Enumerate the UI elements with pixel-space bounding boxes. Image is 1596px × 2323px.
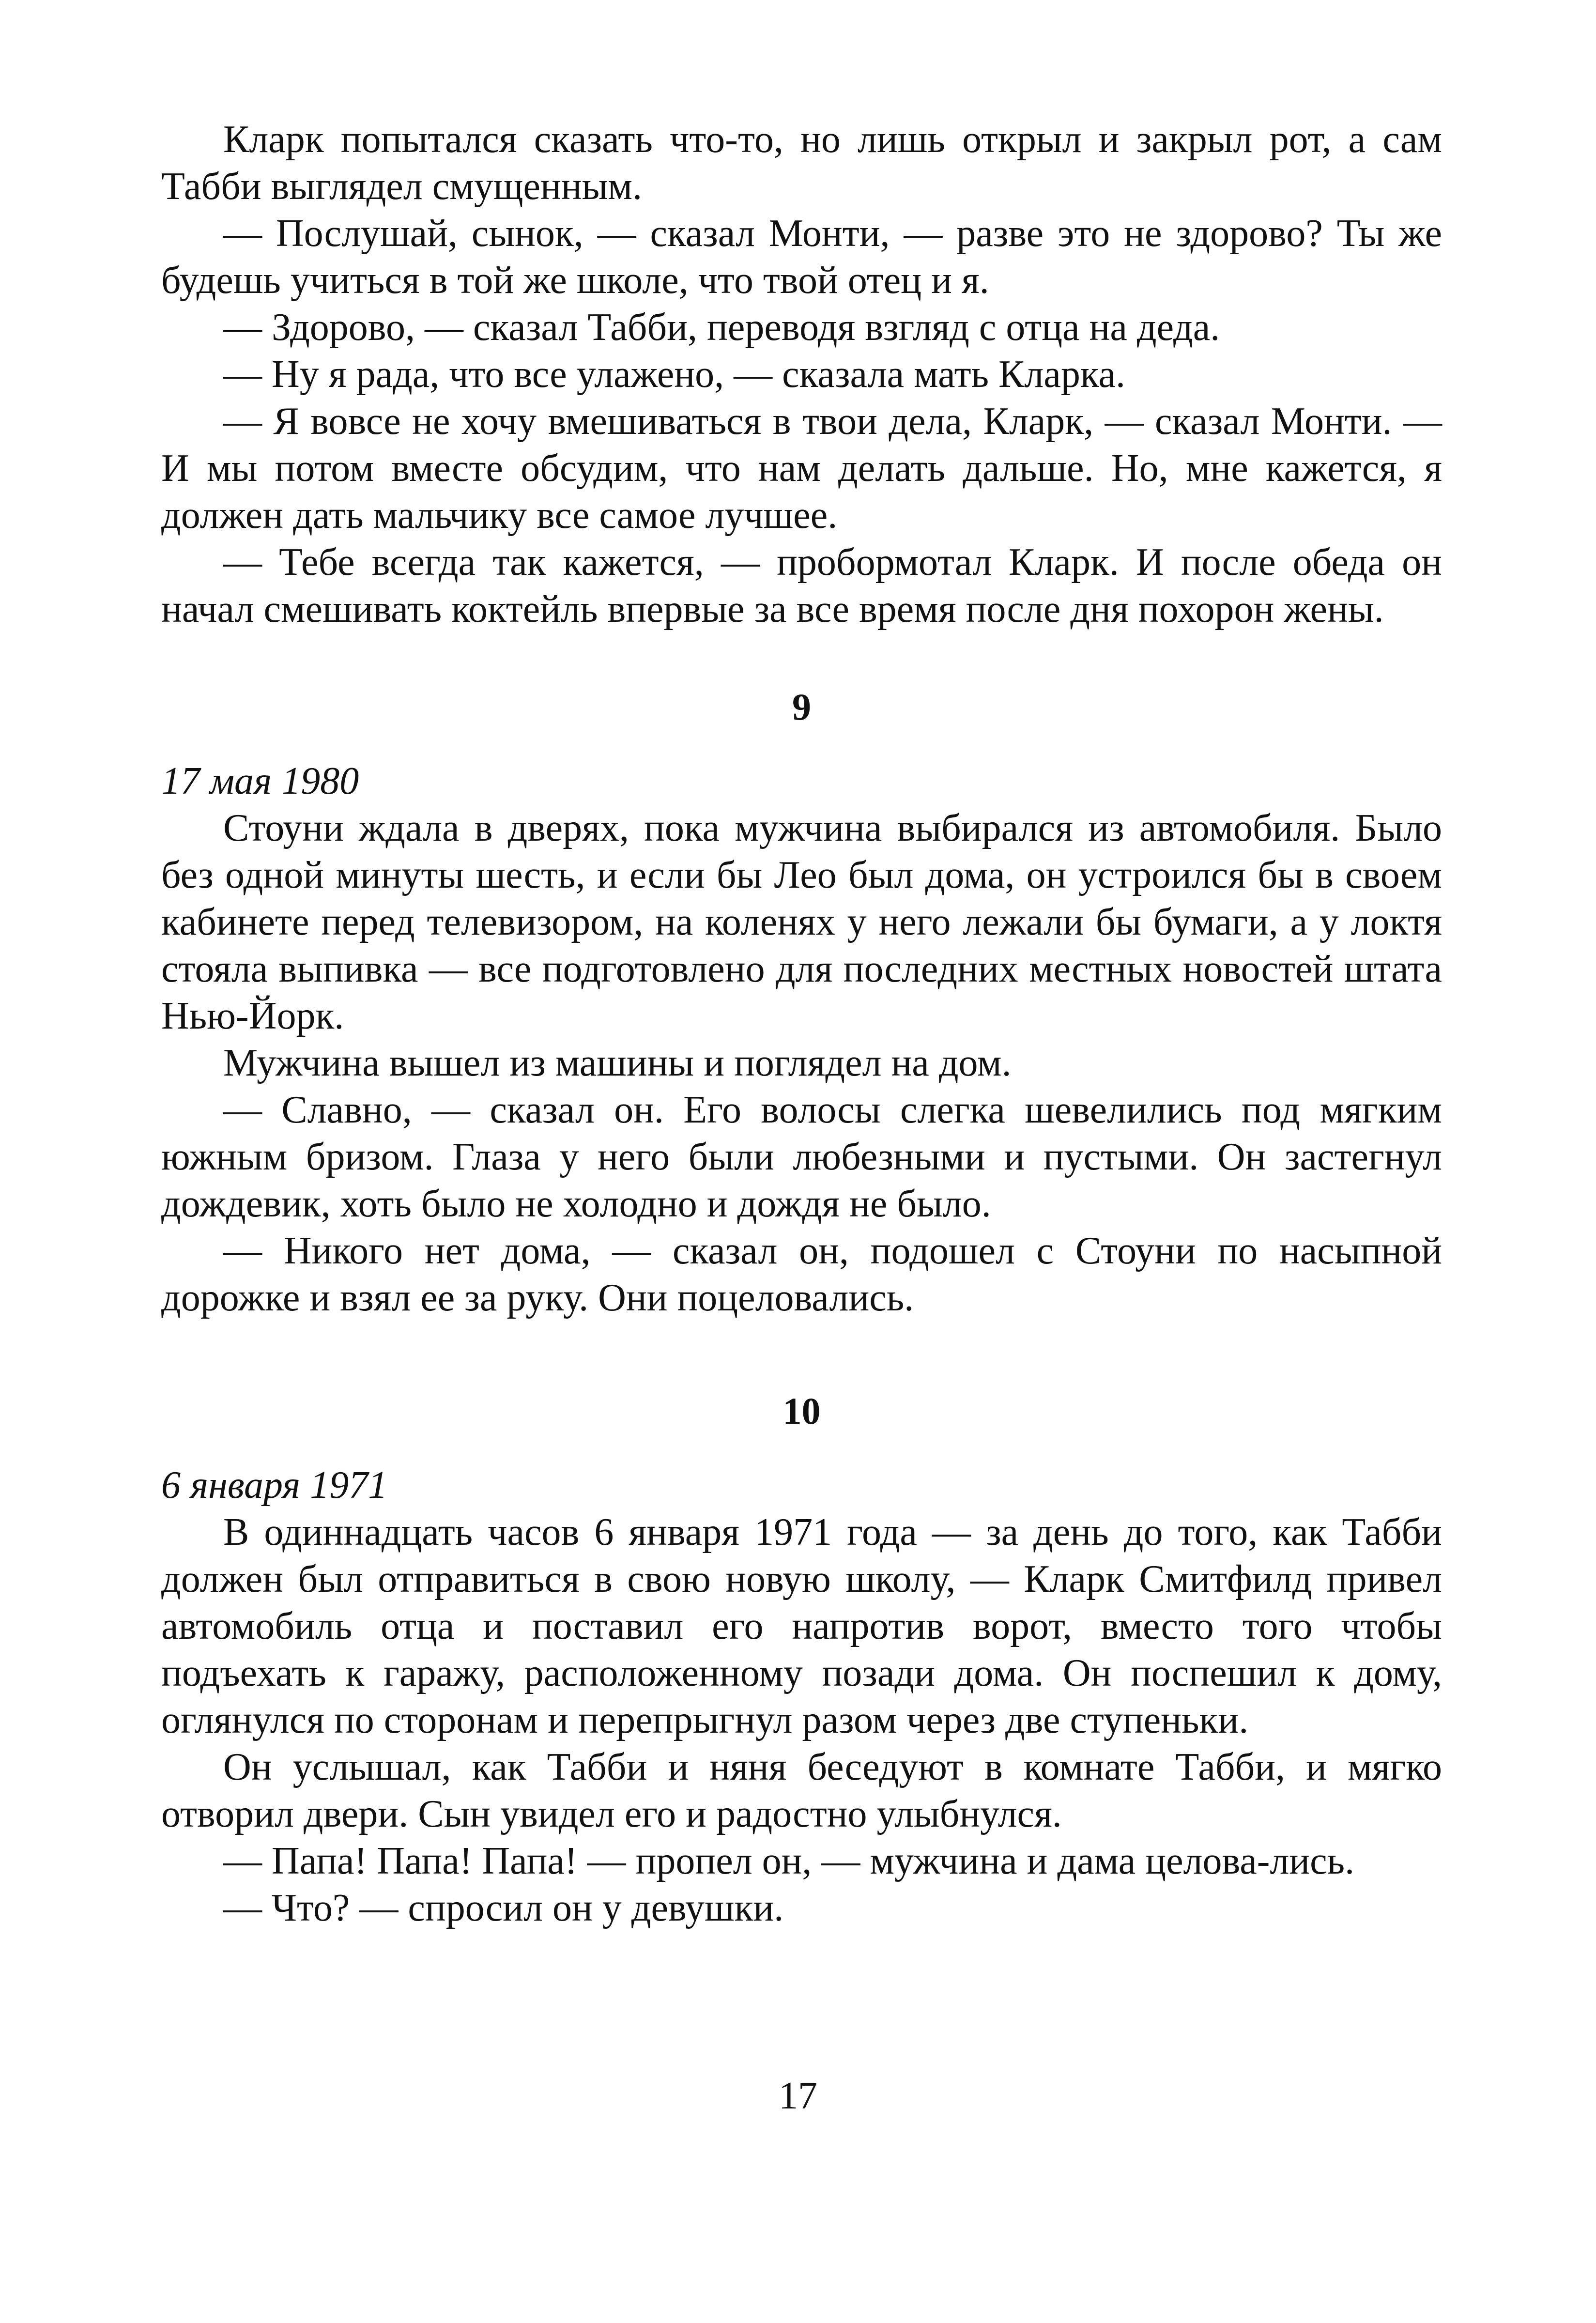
chapter-10 <box>161 1389 1442 1932</box>
paragraph: — Здорово, — сказал Табби, переводя взгляд с отца на деда. <box>223 306 1220 349</box>
chapter-number: 10 <box>783 1390 821 1432</box>
paragraph: — Ну я рада, что все улажено, — сказала мать Кларка. <box>223 353 1126 396</box>
chapter-number: 9 <box>792 686 811 728</box>
paragraph: Кларк попытался сказать что-то, но лишь открыл и закрыл рот, а сам Табби выглядел смущенным. <box>161 118 1442 208</box>
paragraph: Мужчина вышел из машины и поглядел на дом. <box>223 1042 1012 1084</box>
paragraph: — Что? — спросил он у девушки. <box>223 1887 784 1929</box>
paragraph: — Папа! Папа! Папа! — пропел он, — мужчина и дама целова-лись. <box>223 1840 1355 1882</box>
paragraph: — Я вовсе не хочу вмешиваться в твои дела, Кларк, — сказал Монти. — И мы потом вместе обсудим, что нам делать дальше. Но, мне кажется, я должен дать мальчику все самое лучшее. <box>161 400 1442 537</box>
page-number: 17 <box>779 2075 817 2117</box>
chapter-9 <box>161 685 1442 1322</box>
paragraph: — Славно, — сказал он. Его волосы слегка шевелились под мягким южным бризом. Глаза у него были любезными и пустыми. Он застегнул дождевик, хоть было не холодно и дождя не было. <box>161 1089 1442 1225</box>
paragraph: Он услышал, как Табби и няня беседуют в комнате Табби, и мягко отворил двери. Сын увидел его и радостно улыбнулся. <box>161 1746 1442 1835</box>
paragraph: — Послушай, сынок, — сказал Монти, — разве это не здорово? Ты же будешь учиться в той же школе, что твой отец и я. <box>161 212 1442 302</box>
paragraph: Стоуни ждала в дверях, пока мужчина выбирался из автомобиля. Было без одной минуты шесть, и если бы Лео был дома, он устроился бы в своем кабинете перед телевизором, на коленях у него лежали бы бумаги, а у локтя стояла выпивка — все подготовлено для последних местных новостей штата Нью-Йорк. <box>161 807 1442 1037</box>
paragraph: В одиннадцать часов 6 января 1971 года — за день до того, как Табби должен был отправиться в свою новую школу, — Кларк Смитфилд привел автомобиль отца и поставил его напротив ворот, вместо того чтобы подъехать к гаражу, расположенному позади дома. Он поспешил к дому, оглянулся по сторонам и перепрыгнул разом через две ступеньки. <box>161 1511 1442 1741</box>
chapter-date: 17 мая 1980 <box>161 760 359 802</box>
chapter-date: 6 января 1971 <box>161 1464 388 1507</box>
paragraph: — Тебе всегда так кажется, — пробормотал Кларк. И после обеда он начал смешивать коктейль впервые за все время после дня похорон жены. <box>161 541 1442 631</box>
paragraph: — Никого нет дома, — сказал он, подошел с Стоуни по насыпной дорожке и взял ее за руку. Они поцеловались. <box>161 1230 1442 1319</box>
previous-section-text <box>161 116 1442 633</box>
book-page <box>161 116 1442 1932</box>
